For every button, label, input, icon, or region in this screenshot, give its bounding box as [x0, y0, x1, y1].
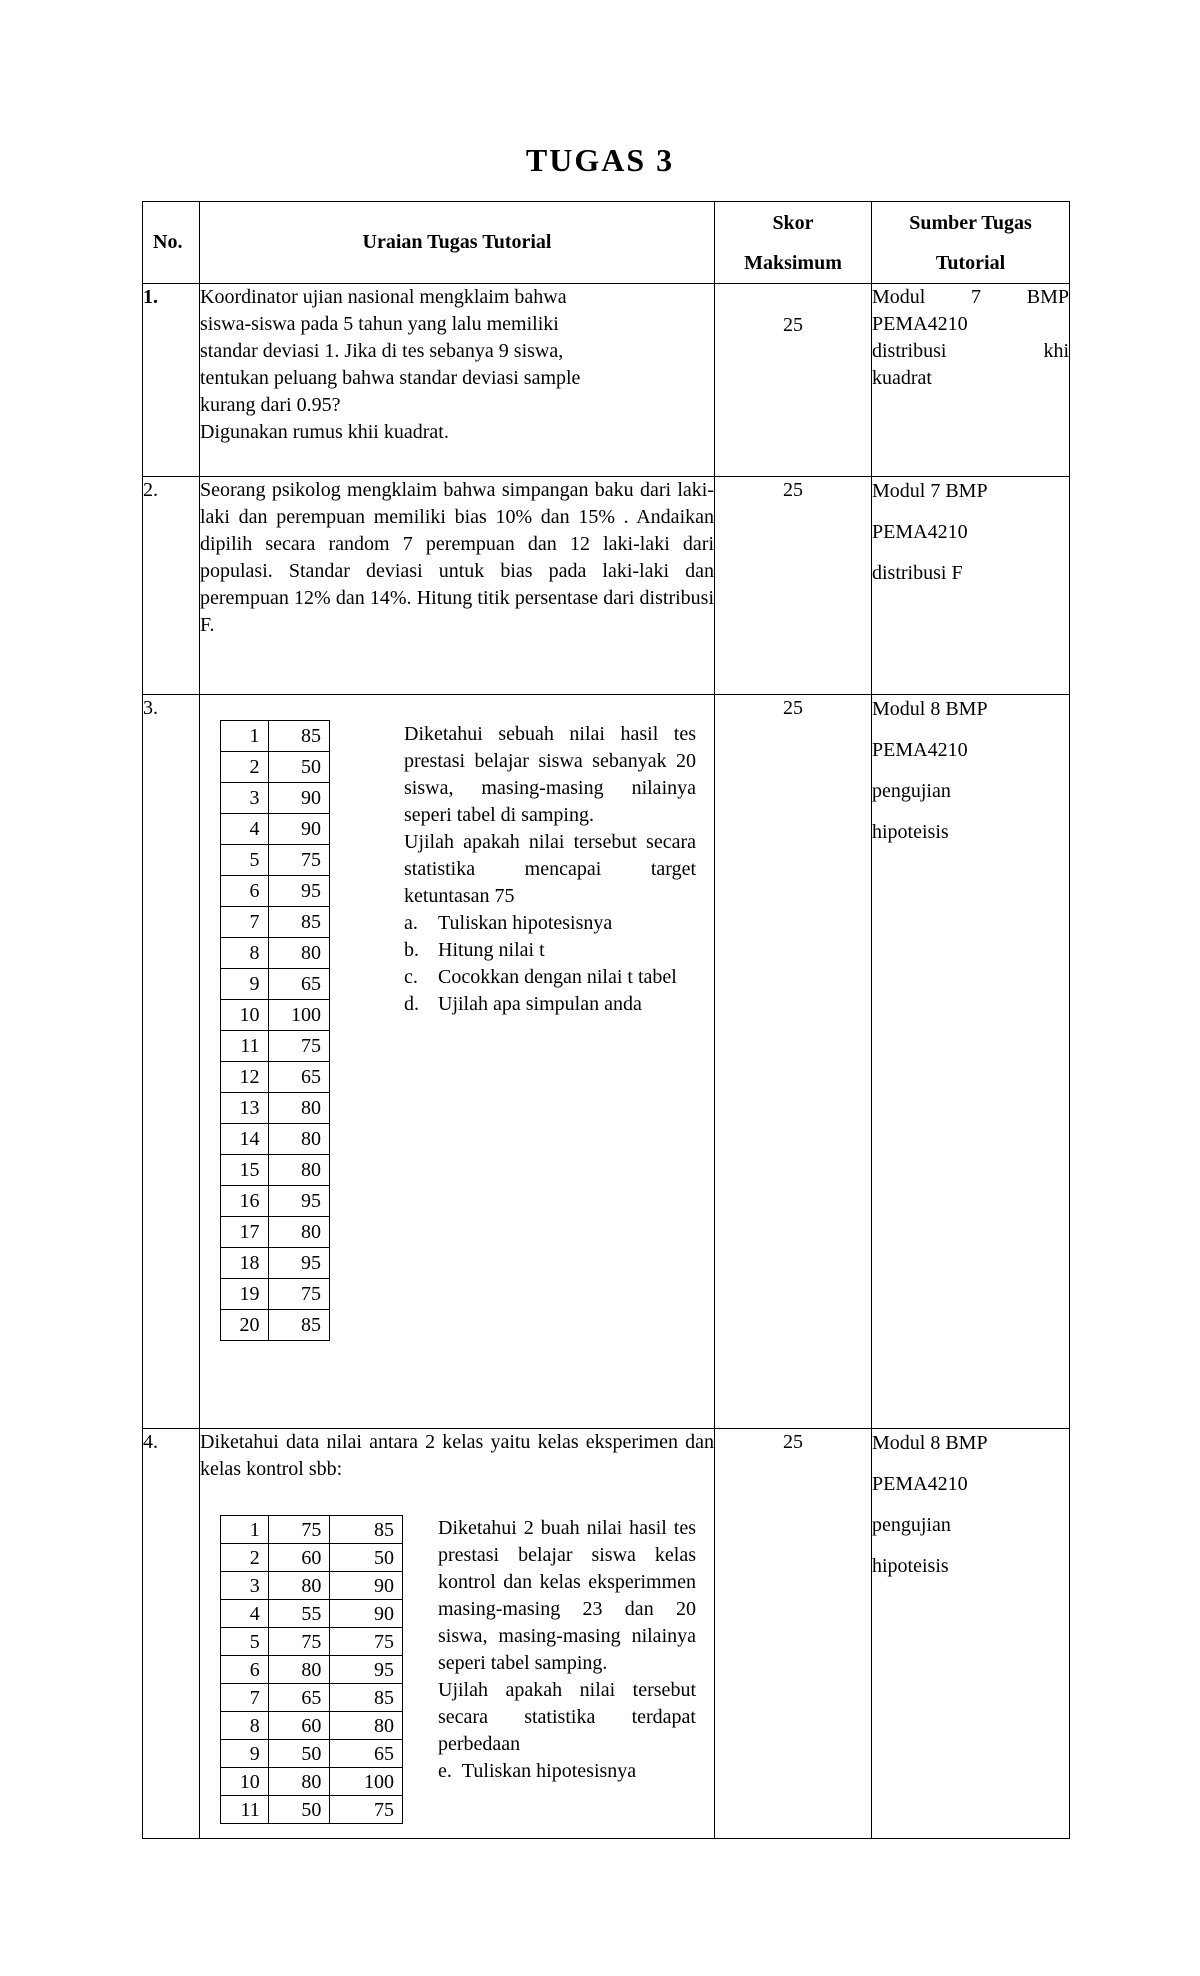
value-cell: 100	[330, 1768, 403, 1796]
row-index-cell: 5	[221, 845, 269, 876]
value-cell: 80	[268, 938, 329, 969]
task-text-block	[404, 721, 696, 1018]
row-index-cell: 11	[221, 1031, 269, 1062]
source-line: Modul 7 BMP	[872, 480, 988, 502]
table-row	[221, 1124, 330, 1155]
row-index-cell: 1	[221, 1516, 269, 1544]
table-row	[221, 1656, 403, 1684]
task-description-text: Diketahui 2 buah nilai hasil tes prestasi belajar siswa kelas kontrol dan kelas eksperimmen masing-masing 23 dan 20 siswa, masing-masing nilainya seperi tabel samping.	[438, 1517, 696, 1674]
header-skor	[715, 202, 872, 284]
source-line: hipoteisis	[872, 1555, 949, 1577]
value-cell: 80	[268, 1124, 329, 1155]
task-description	[200, 695, 715, 1429]
row-number: 1.	[143, 284, 200, 477]
value-cell: 100	[268, 1000, 329, 1031]
source-line: PEMA4210	[872, 739, 968, 761]
row-index-cell: 9	[221, 969, 269, 1000]
task-description	[200, 284, 715, 477]
row-index-cell: 8	[221, 1712, 269, 1740]
text-line: kurang dari 0.95?	[200, 394, 341, 416]
source-cell	[872, 284, 1070, 477]
value-cell: 80	[268, 1656, 330, 1684]
task-description	[200, 1429, 715, 1839]
value-cell: 95	[330, 1656, 403, 1684]
value-cell: 50	[268, 752, 329, 783]
header-skor-line1: Skor	[772, 211, 814, 234]
table-row	[143, 477, 1070, 695]
task-question-text: Ujilah apakah nilai tersebut secara statistika terdapat perbedaan	[438, 1679, 696, 1755]
value-cell: 80	[268, 1768, 330, 1796]
score-cell	[715, 1429, 872, 1839]
source-cell	[872, 477, 1070, 695]
source-line: pengujian	[872, 780, 951, 802]
source-line: PEMA4210	[872, 1473, 968, 1495]
score-value: 25	[783, 697, 803, 719]
table-row	[221, 969, 330, 1000]
row-index-cell: 2	[221, 1544, 269, 1572]
row-index-cell: 19	[221, 1279, 269, 1310]
value-cell: 80	[330, 1712, 403, 1740]
value-cell: 65	[268, 969, 329, 1000]
source-line-1: Modul 7 BMP	[872, 286, 1069, 308]
value-cell: 90	[268, 814, 329, 845]
table-row	[221, 907, 330, 938]
text-line: tentukan peluang bahwa standar deviasi sample	[200, 367, 581, 389]
row-index-cell: 7	[221, 907, 269, 938]
class-score-table	[220, 1515, 403, 1824]
value-cell: 75	[330, 1796, 403, 1824]
row-number: 3.	[143, 695, 200, 1429]
row-index-cell: 6	[221, 1656, 269, 1684]
table-row	[221, 1062, 330, 1093]
row-index-cell: 3	[221, 1572, 269, 1600]
row-index-cell: 6	[221, 876, 269, 907]
value-cell: 80	[268, 1572, 330, 1600]
value-cell: 50	[268, 1740, 330, 1768]
table-row	[221, 1544, 403, 1572]
score-cell	[715, 695, 872, 1429]
source-line: pengujian	[872, 1514, 951, 1536]
row-index-cell: 15	[221, 1155, 269, 1186]
score-data-table	[220, 720, 330, 1341]
value-cell: 50	[268, 1796, 330, 1824]
score-cell	[715, 477, 872, 695]
row-index-cell: 17	[221, 1217, 269, 1248]
text-line: standar deviasi 1. Jika di tes sebanya 9 siswa,	[200, 340, 564, 362]
value-cell: 85	[268, 907, 329, 938]
value-cell: 50	[330, 1544, 403, 1572]
value-cell: 85	[330, 1516, 403, 1544]
table-row	[143, 695, 1070, 1429]
table-row	[221, 1279, 330, 1310]
table-row	[221, 1740, 403, 1768]
table-row	[221, 1000, 330, 1031]
table-row	[221, 1712, 403, 1740]
task-question-text: Ujilah apakah nilai tersebut secara statistika mencapai target ketuntasan 75	[404, 831, 696, 907]
page-title: TUGAS 3	[525, 142, 675, 178]
table-row	[221, 1684, 403, 1712]
value-cell: 85	[268, 1310, 329, 1341]
list-item: e. Tuliskan hipotesisnya	[438, 1760, 637, 1782]
value-cell: 60	[268, 1712, 330, 1740]
row-index-cell: 3	[221, 783, 269, 814]
value-cell: 60	[268, 1544, 330, 1572]
task-text-block	[438, 1515, 696, 1785]
source-line: distribusi F	[872, 562, 963, 584]
table-row	[221, 1217, 330, 1248]
table-row	[221, 938, 330, 969]
row-index-cell: 7	[221, 1684, 269, 1712]
source-line-3: distribusi khi	[872, 340, 1069, 362]
source-line-4: kuadrat	[872, 367, 932, 389]
text-line: Digunakan rumus khii kuadrat.	[200, 421, 449, 443]
table-row	[221, 1093, 330, 1124]
score-value: 25	[783, 479, 803, 501]
row-index-cell: 10	[221, 1768, 269, 1796]
header-sumber	[872, 202, 1070, 284]
row-index-cell: 14	[221, 1124, 269, 1155]
value-cell: 80	[268, 1155, 329, 1186]
table-row	[221, 1628, 403, 1656]
task-description	[200, 477, 715, 695]
value-cell: 75	[268, 1516, 330, 1544]
source-line: Modul 8 BMP	[872, 1432, 988, 1454]
row-index-cell: 10	[221, 1000, 269, 1031]
table-row	[221, 1031, 330, 1062]
value-cell: 80	[268, 1093, 329, 1124]
row-index-cell: 13	[221, 1093, 269, 1124]
value-cell: 95	[268, 1186, 329, 1217]
value-cell: 90	[268, 783, 329, 814]
source-cell	[872, 1429, 1070, 1839]
table-header-row	[143, 202, 1070, 284]
table-row	[221, 814, 330, 845]
header-uraian: Uraian Tugas Tutorial	[200, 202, 715, 284]
table-row	[221, 1310, 330, 1341]
table-row	[221, 783, 330, 814]
value-cell: 65	[268, 1062, 329, 1093]
list-item: d. Ujilah apa simpulan anda	[404, 993, 642, 1015]
row-index-cell: 4	[221, 814, 269, 845]
row-number: 2.	[143, 477, 200, 695]
table-row	[221, 845, 330, 876]
table-row	[221, 876, 330, 907]
text-line: siswa-siswa pada 5 tahun yang lalu memiliki	[200, 313, 559, 335]
source-line-2: PEMA4210	[872, 313, 968, 335]
value-cell: 85	[268, 721, 329, 752]
row-index-cell: 8	[221, 938, 269, 969]
table-row	[221, 1516, 403, 1544]
value-cell: 95	[268, 876, 329, 907]
table-row	[221, 1768, 403, 1796]
text-line: Koordinator ujian nasional mengklaim bahwa	[200, 286, 567, 308]
header-sumber-line1: Sumber Tugas	[909, 211, 1032, 234]
task-intro: Diketahui data nilai antara 2 kelas yaitu kelas eksperimen dan kelas kontrol sbb:	[200, 1431, 714, 1480]
source-line: hipoteisis	[872, 821, 949, 843]
value-cell: 75	[268, 1628, 330, 1656]
source-cell	[872, 695, 1070, 1429]
row-index-cell: 5	[221, 1628, 269, 1656]
row-index-cell: 9	[221, 1740, 269, 1768]
table-row	[221, 1248, 330, 1279]
table-row	[143, 284, 1070, 477]
row-index-cell: 1	[221, 721, 269, 752]
value-cell: 75	[268, 1279, 329, 1310]
table-row	[221, 1600, 403, 1628]
list-item: a. Tuliskan hipotesisnya	[404, 912, 613, 934]
header-skor-line2: Maksimum	[744, 251, 842, 274]
task-table	[142, 201, 1070, 1839]
source-line: PEMA4210	[872, 521, 968, 543]
value-cell: 75	[268, 845, 329, 876]
table-row	[221, 1796, 403, 1824]
source-line: Modul 8 BMP	[872, 698, 988, 720]
table-row	[221, 1572, 403, 1600]
row-index-cell: 2	[221, 752, 269, 783]
row-index-cell: 18	[221, 1248, 269, 1279]
row-index-cell: 12	[221, 1062, 269, 1093]
score-value: 25	[783, 314, 803, 336]
task-text: Seorang psikolog mengklaim bahwa simpangan baku dari laki-laki dan perempuan memiliki bias 10% dan 15% . Andaikan dipilih secara random 7 perempuan dan 12 laki-laki dari populasi. Standar deviasi untuk bias pada laki-laki dan perempuan 12% dan 14%. Hitung titik persentase dari distribusi F.	[200, 479, 714, 636]
row-index-cell: 16	[221, 1186, 269, 1217]
value-cell: 90	[330, 1600, 403, 1628]
table-row	[221, 752, 330, 783]
value-cell: 75	[330, 1628, 403, 1656]
task-items	[404, 910, 696, 1018]
table-row	[143, 1429, 1070, 1839]
value-cell: 95	[268, 1248, 329, 1279]
list-item: b. Hitung nilai t	[404, 939, 545, 961]
score-cell	[715, 284, 872, 477]
value-cell: 65	[330, 1740, 403, 1768]
header-no: No.	[143, 202, 200, 284]
value-cell: 85	[330, 1684, 403, 1712]
value-cell: 75	[268, 1031, 329, 1062]
value-cell: 80	[268, 1217, 329, 1248]
score-value: 25	[783, 1431, 803, 1453]
task-description-text: Diketahui sebuah nilai hasil tes prestasi belajar siswa sebanyak 20 siswa, masing-masing nilainya seperi tabel di samping.	[404, 723, 696, 826]
value-cell: 90	[330, 1572, 403, 1600]
list-item: c. Cocokkan dengan nilai t tabel	[404, 966, 677, 988]
table-row	[221, 1186, 330, 1217]
row-number: 4.	[143, 1429, 200, 1839]
row-index-cell: 20	[221, 1310, 269, 1341]
table-row	[221, 721, 330, 752]
header-sumber-line2: Tutorial	[935, 251, 1006, 274]
value-cell: 55	[268, 1600, 330, 1628]
row-index-cell: 4	[221, 1600, 269, 1628]
row-index-cell: 11	[221, 1796, 269, 1824]
value-cell: 65	[268, 1684, 330, 1712]
table-row	[221, 1155, 330, 1186]
